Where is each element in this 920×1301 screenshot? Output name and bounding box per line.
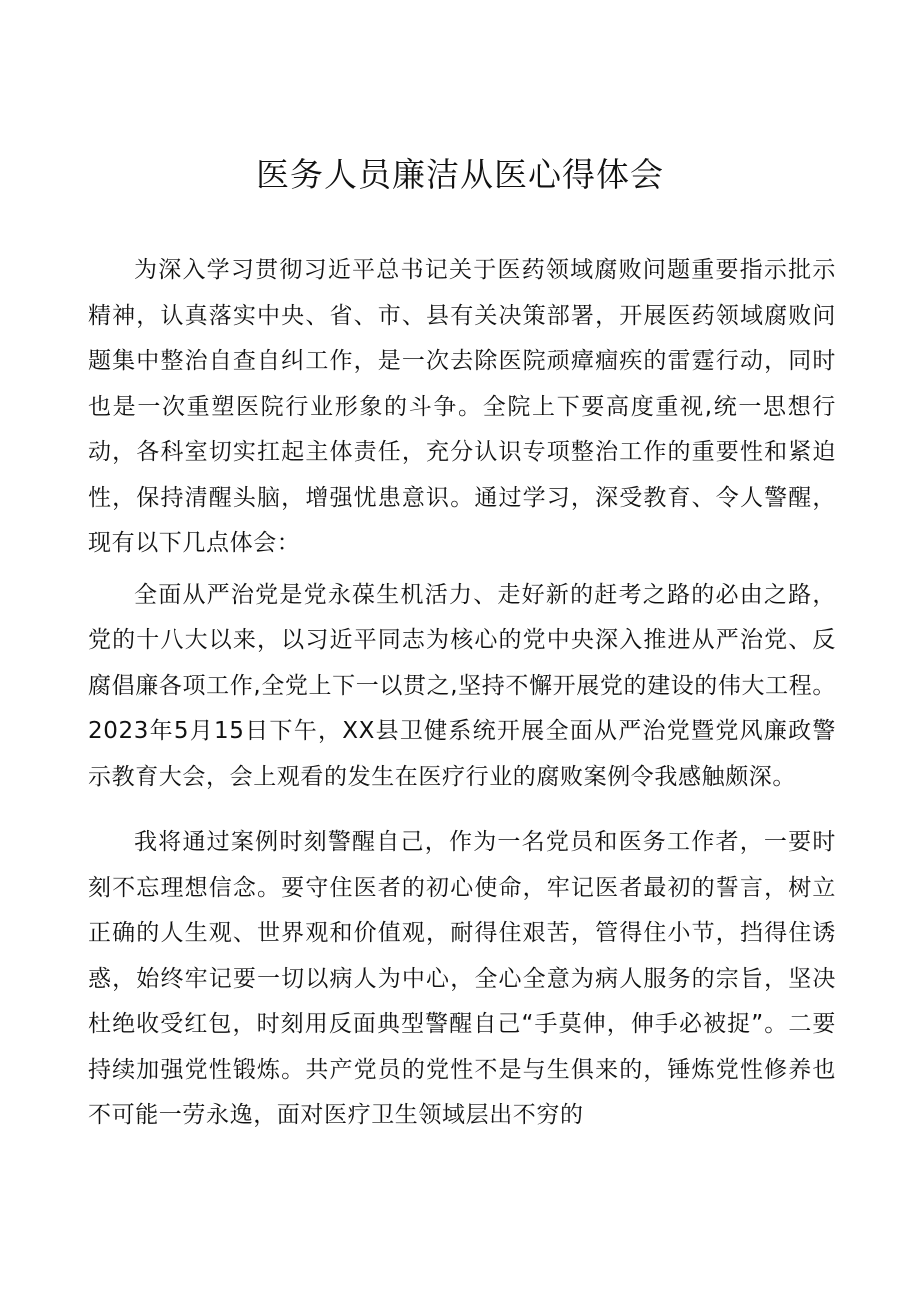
document-title: 医务人员廉洁从医心得体会 xyxy=(256,155,664,194)
paragraph-intro: 为深入学习贯彻习近平总书记关于医药领域腐败问题重要指示批示精神，认真落实中央、省、市、县有关决策部署，开展医药领域腐败问题集中整治自查自纠工作，是一次去除医院顽瘴痼疾的雷霆行动，同时也是一次重塑医院行业形象的斗争。全院上下要高度重视,统一思想行动，各科室切实扛起主体责任，充分认识专项整治工作的重要性和紧迫性，保持清醒头脑，增强忧患意识。通过学习，深受教育、令人警醒，现有以下几点体会： xyxy=(88,257,836,556)
document-body xyxy=(88,248,836,1139)
paragraph-party-governance: 全面从严治党是党永葆生机活力、走好新的赶考之路的必由之路，党的十八大以来，以习近平同志为核心的党中央深入推进从严治党、反腐倡廉各项工作,全党上下一以贯之,坚持不懈开展党的建设的伟大工程。2023年5月15日下午，XX县卫健系统开展全面从严治党暨党风廉政警示教育大会，会上观看的发生在医疗行业的腐败案例令我感触颇深。 xyxy=(88,581,836,790)
paragraph-personal-reflection: 我将通过案例时刻警醒自己，作为一名党员和医务工作者，一要时刻不忘理想信念。要守住医者的初心使命，牢记医者最初的誓言，树立正确的人生观、世界观和价值观，耐得住艰苦，管得住小节，挡得住诱惑，始终牢记要一切以病人为中心，全心全意为病人服务的宗旨，坚决杜绝收受红包，时刻用反面典型警醒自己“手莫伸，伸手必被捉”。二要持续加强党性锻炼。共产党员的党性不是与生俱来的，锤炼党性修养也不可能一劳永逸，面对医疗卫生领域层出不穷的 xyxy=(88,829,836,1128)
